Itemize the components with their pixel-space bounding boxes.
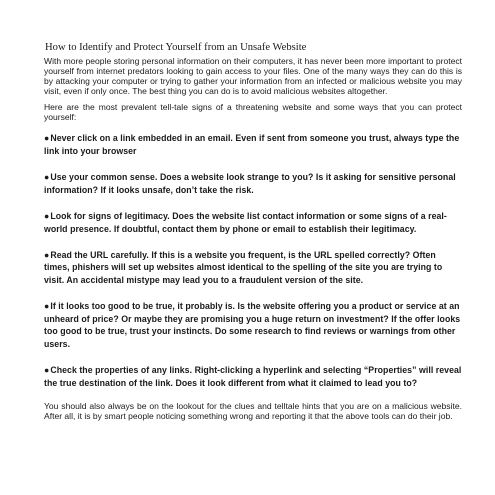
closing-paragraph: You should also always be on the lookout for the clues and telltale hints that you are on a malicious website. After all, it is by smart people noticing something wrong and reporting it that the above tools can do their job. (44, 400, 462, 421)
tip-heading: Look for signs of legitimacy. (50, 211, 170, 221)
tip-item (44, 300, 462, 350)
tip-body: Does a website look strange to you? Is it asking for sensitive personal information? If it looks unsafe, don’t take the risk. (44, 172, 456, 195)
tip-body: it probably is. Is the website offering you a product or service at an unheard of price? Or maybe they are promising you a huge return on investment? If the offer looks too good to be true, trust your instincts. Do some research to find reviews or warnings from other users. (44, 301, 461, 349)
document-page (44, 41, 462, 422)
tip-item (44, 132, 462, 157)
document-title: How to Identify and Protect Yourself from an Unsafe Website (45, 42, 307, 53)
tip-heading: If it looks too good to be true, (50, 301, 175, 312)
tip-body: If this is a website you frequent, is the URL spelled correctly? Often times, phishers will set up websites almost identical to the spelling of the site you are trying to visit. An accidental mistype may lead you to a fraudulent version of the site. (44, 249, 443, 285)
tip-item (44, 364, 462, 389)
tip-item (44, 249, 462, 287)
lead-paragraph: Here are the most prevalent tell-tale signs of a threatening website and some ways that you can protect yourself: (44, 101, 462, 122)
tip-body: Does the website list contact information or some signs of a real-world presence. If doubtful, contact them by phone or email to establish their legitimacy. (44, 211, 447, 234)
bullet-icon: ● (44, 301, 50, 312)
bullet-icon: ● (44, 249, 50, 260)
tip-heading: Read the URL carefully. (50, 249, 149, 260)
bullet-icon: ● (44, 172, 50, 183)
intro-paragraph: With more people storing personal information on their computers, it has never been more important to protect yourself from internet predators looking to gain access to your files. One of the many ways they can do this is by attacking your computer or trying to gather your information from an infected or malicious website you may visit, even if only once. The best thing you can do is to avoid malicious websites altogether. (44, 56, 462, 96)
tip-heading: Check the properties of any links. (50, 365, 193, 376)
tip-item (44, 210, 462, 235)
bullet-icon: ● (44, 133, 50, 144)
bullet-icon: ● (44, 211, 50, 221)
tip-heading: Never click on a link embedded in an email. (50, 133, 233, 144)
bullet-icon: ● (44, 365, 50, 376)
tip-body: Right-clicking a hyperlink and selecting “Properties” will reveal the true destination of the link. Does it look different from what it claimed to lead you to? (44, 365, 462, 388)
tip-item (44, 171, 462, 196)
tip-body: Even if sent from someone you trust, always type the link into your browser (44, 133, 460, 157)
tip-heading: Use your common sense. (50, 172, 158, 183)
